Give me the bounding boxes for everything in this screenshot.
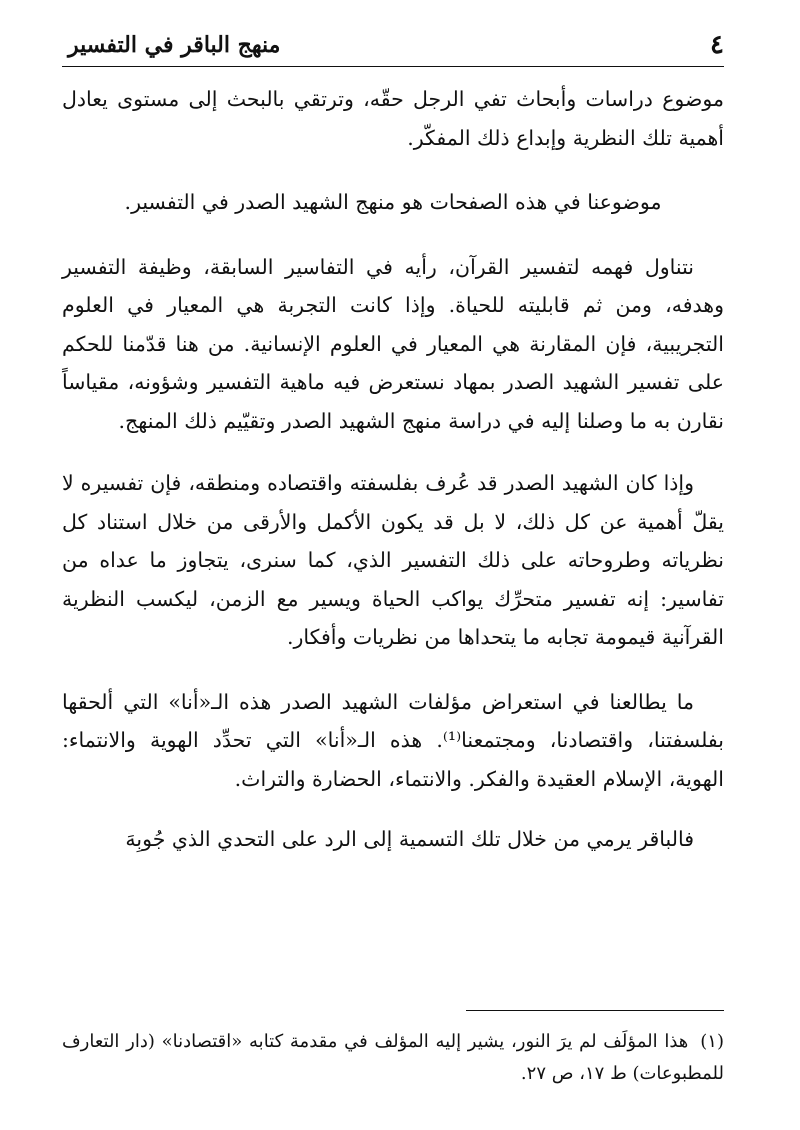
footnote-divider (466, 1010, 724, 1011)
paragraph-6: فالباقر يرمي من خلال تلك التسمية إلى الرد على التحدي الذي جُوبِهَ (125, 827, 694, 851)
page-number: ٤ (710, 30, 724, 60)
footnote-number: (١) (700, 1031, 724, 1052)
book-page (62, 0, 724, 1130)
running-head (62, 26, 724, 67)
paragraph-1: موضوع دراسات وأبحاث تفي الرجل حقّه، وترتقي بالبحث إلى مستوى يعادل أهمية تلك النظرية وإبداع ذلك المفكّر. (62, 87, 724, 150)
body-text (62, 80, 724, 859)
paragraph-4: وإذا كان الشهيد الصدر قد عُرف بفلسفته واقتصاده ومنطقه، فإن تفسيره لا يقلّ أهمية عن كل ذلك، لا بل قد يكون الأكمل والأرقى من خلال استناد كل نظرياته وطروحاته على ذلك التفسير الذي، كما سنرى، يتجاوز ما عداه من تفاسير: إنه تفسير متحرِّك يواكب الحياة ويسير مع الزمن، ليكسب النظرية القرآنية قيمومة تجابه ما يتحداها من نظريات وأفكار. (62, 471, 724, 649)
paragraph-5: ما يطالعنا في استعراض مؤلفات الشهيد الصدر هذه الـ«أنا» التي ألحقها بفلسفتنا، واقتصادنا، ومجتمعنا⁽¹⁾. هذه الـ«أنا» التي تحدِّد الهوية والانتماء: الهوية، الإسلام العقيدة والفكر. والانتماء، الحضارة والتراث. (62, 689, 724, 791)
paragraph-3: نتناول فهمه لتفسير القرآن، رأيه في التفاسير السابقة، وظيفة التفسير وهدفه، ومن ثم قابليته للحياة. وإذا كانت التجربة هي المعيار في العلوم التجريبية، فإن المقارنة هي المعيار في العلوم الإنسانية. من هنا قدّمنا للحكم على تفسير الشهيد الصدر بمهاد نستعرض فيه ماهية التفسير وشؤونه، مقياساً نقارن به ما وصلنا إليه في دراسة منهج الشهيد الصدر وتقيّيم ذلك المنهج. (62, 254, 724, 433)
running-title: منهج الباقر في التفسير (68, 32, 281, 58)
footnote-text: هذا المؤلَف لم يرَ النور، يشير إليه المؤلف في مقدمة كتابه «اقتصادنا» (دار التعارف للمطبوعات) ط ١٧، ص ٢٧. (62, 1031, 724, 1084)
footnote (62, 1026, 724, 1090)
paragraph-2: موضوعنا في هذه الصفحات هو منهج الشهيد الصدر في التفسير. (124, 190, 662, 214)
